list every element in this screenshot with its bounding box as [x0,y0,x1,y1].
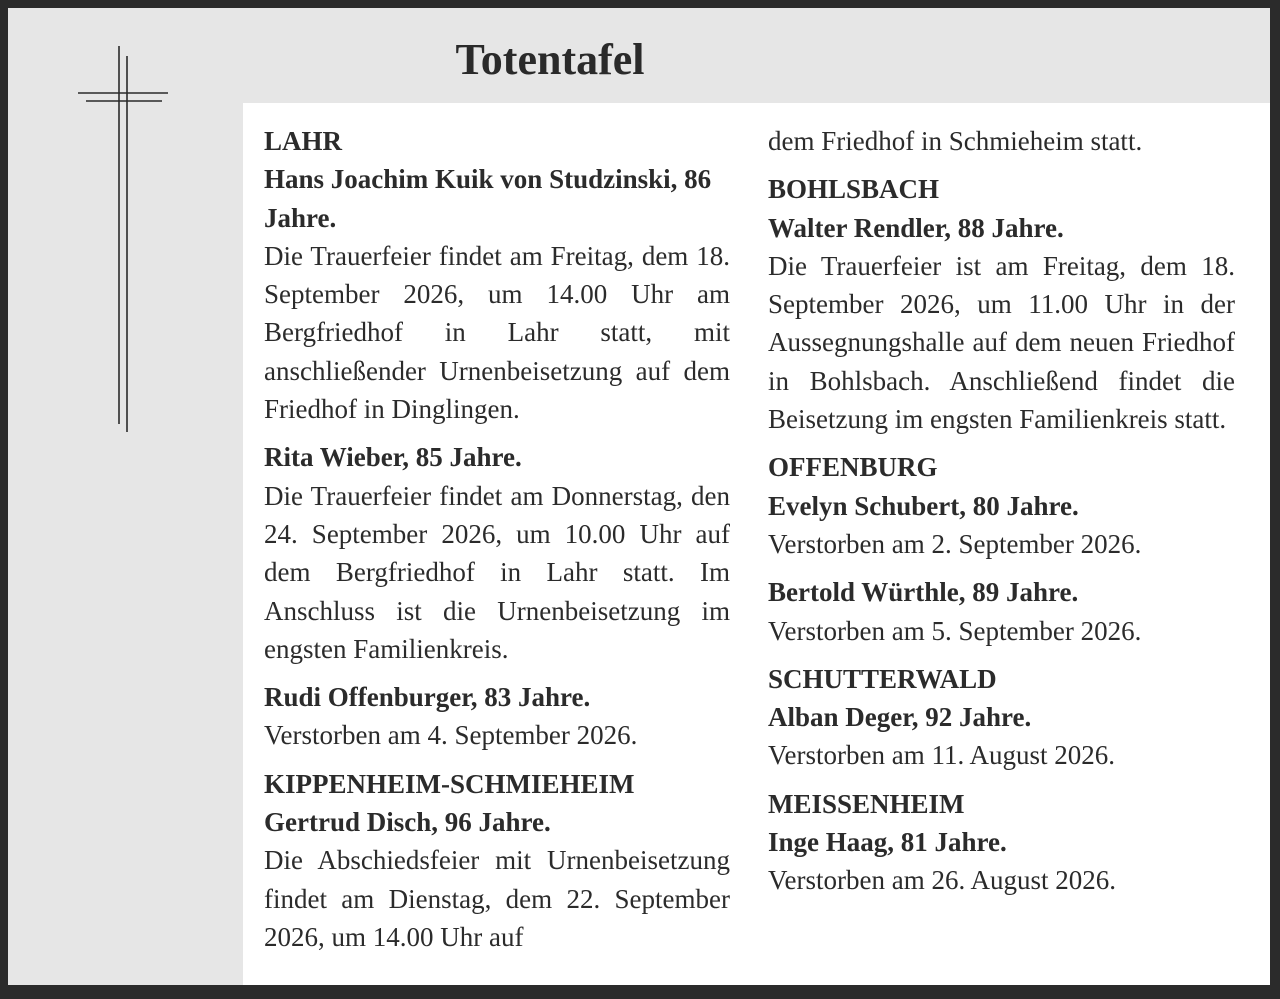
notice-text: dem Friedhof in Schmieheim statt. [768,126,1143,156]
place-heading: OFFENBURG [768,452,938,483]
notice-text: Verstorben am 26. August 2026. [768,865,1116,896]
place-heading: BOHLSBACH [768,174,940,205]
notice-text: Die Trauerfeier ist am Freitag, dem 18. September 2026, um 11.00 Uhr in der Aussegnungshalle auf dem neuen Friedhof in Bohlsbach. Anschließend findet die Beisetzung im engsten Familienkreis statt. [768,250,1235,435]
page-title: Totentafel [455,35,645,84]
place-heading: MEISSENHEIM [768,788,965,819]
obituary-board [8,8,1270,985]
cross-icon [78,46,178,436]
notice-text: Verstorben am 11. August 2026. [768,740,1115,771]
deceased-name: Alban Deger, 92 Jahre. [768,702,1032,733]
left-column [264,122,730,956]
notice-text: Verstorben am 4. September 2026. [264,720,638,751]
notice-text: Die Trauerfeier findet am Donnerstag, den 24. September 2026, um 10.00 Uhr auf dem Bergfriedhof in Lahr statt. Im Anschluss ist die Urnenbeisetzung im engsten Familienkreis. [264,480,730,664]
place-heading: KIPPENHEIM-SCHMIEHEIM [264,768,635,799]
deceased-name: Inge Haag, 81 Jahre. [768,827,1007,858]
obituary-panel [243,103,1270,985]
notice-text: Die Abschiedsfeier mit Urnenbeisetzung findet am Dienstag, dem 22. September 2026, um 14.00 Uhr auf [264,845,730,952]
place-heading: SCHUTTERWALD [768,663,997,694]
deceased-name: Rudi Offenburger, 83 Jahre. [264,682,591,713]
notice-text: Verstorben am 2. September 2026. [768,528,1142,559]
deceased-name: Walter Rendler, 88 Jahre. [768,212,1064,243]
deceased-name: Bertold Würthle, 89 Jahre. [768,577,1079,608]
notice-text: Verstorben am 5. September 2026. [768,615,1142,646]
deceased-name: Gertrud Disch, 96 Jahre. [264,807,551,838]
deceased-name: Hans Joachim Kuik von Studzinski, 86 Jahre. [264,164,712,233]
deceased-name: Rita Wieber, 85 Jahre. [264,442,522,473]
notice-text: Die Trauerfeier findet am Freitag, dem 18. September 2026, um 14.00 Uhr am Bergfriedhof in Lahr statt, mit anschließender Urnenbeisetzung auf dem Friedhof in Dinglingen. [264,240,730,425]
deceased-name: Evelyn Schubert, 80 Jahre. [768,490,1079,521]
right-column [768,122,1235,900]
place-heading: LAHR [264,126,343,156]
